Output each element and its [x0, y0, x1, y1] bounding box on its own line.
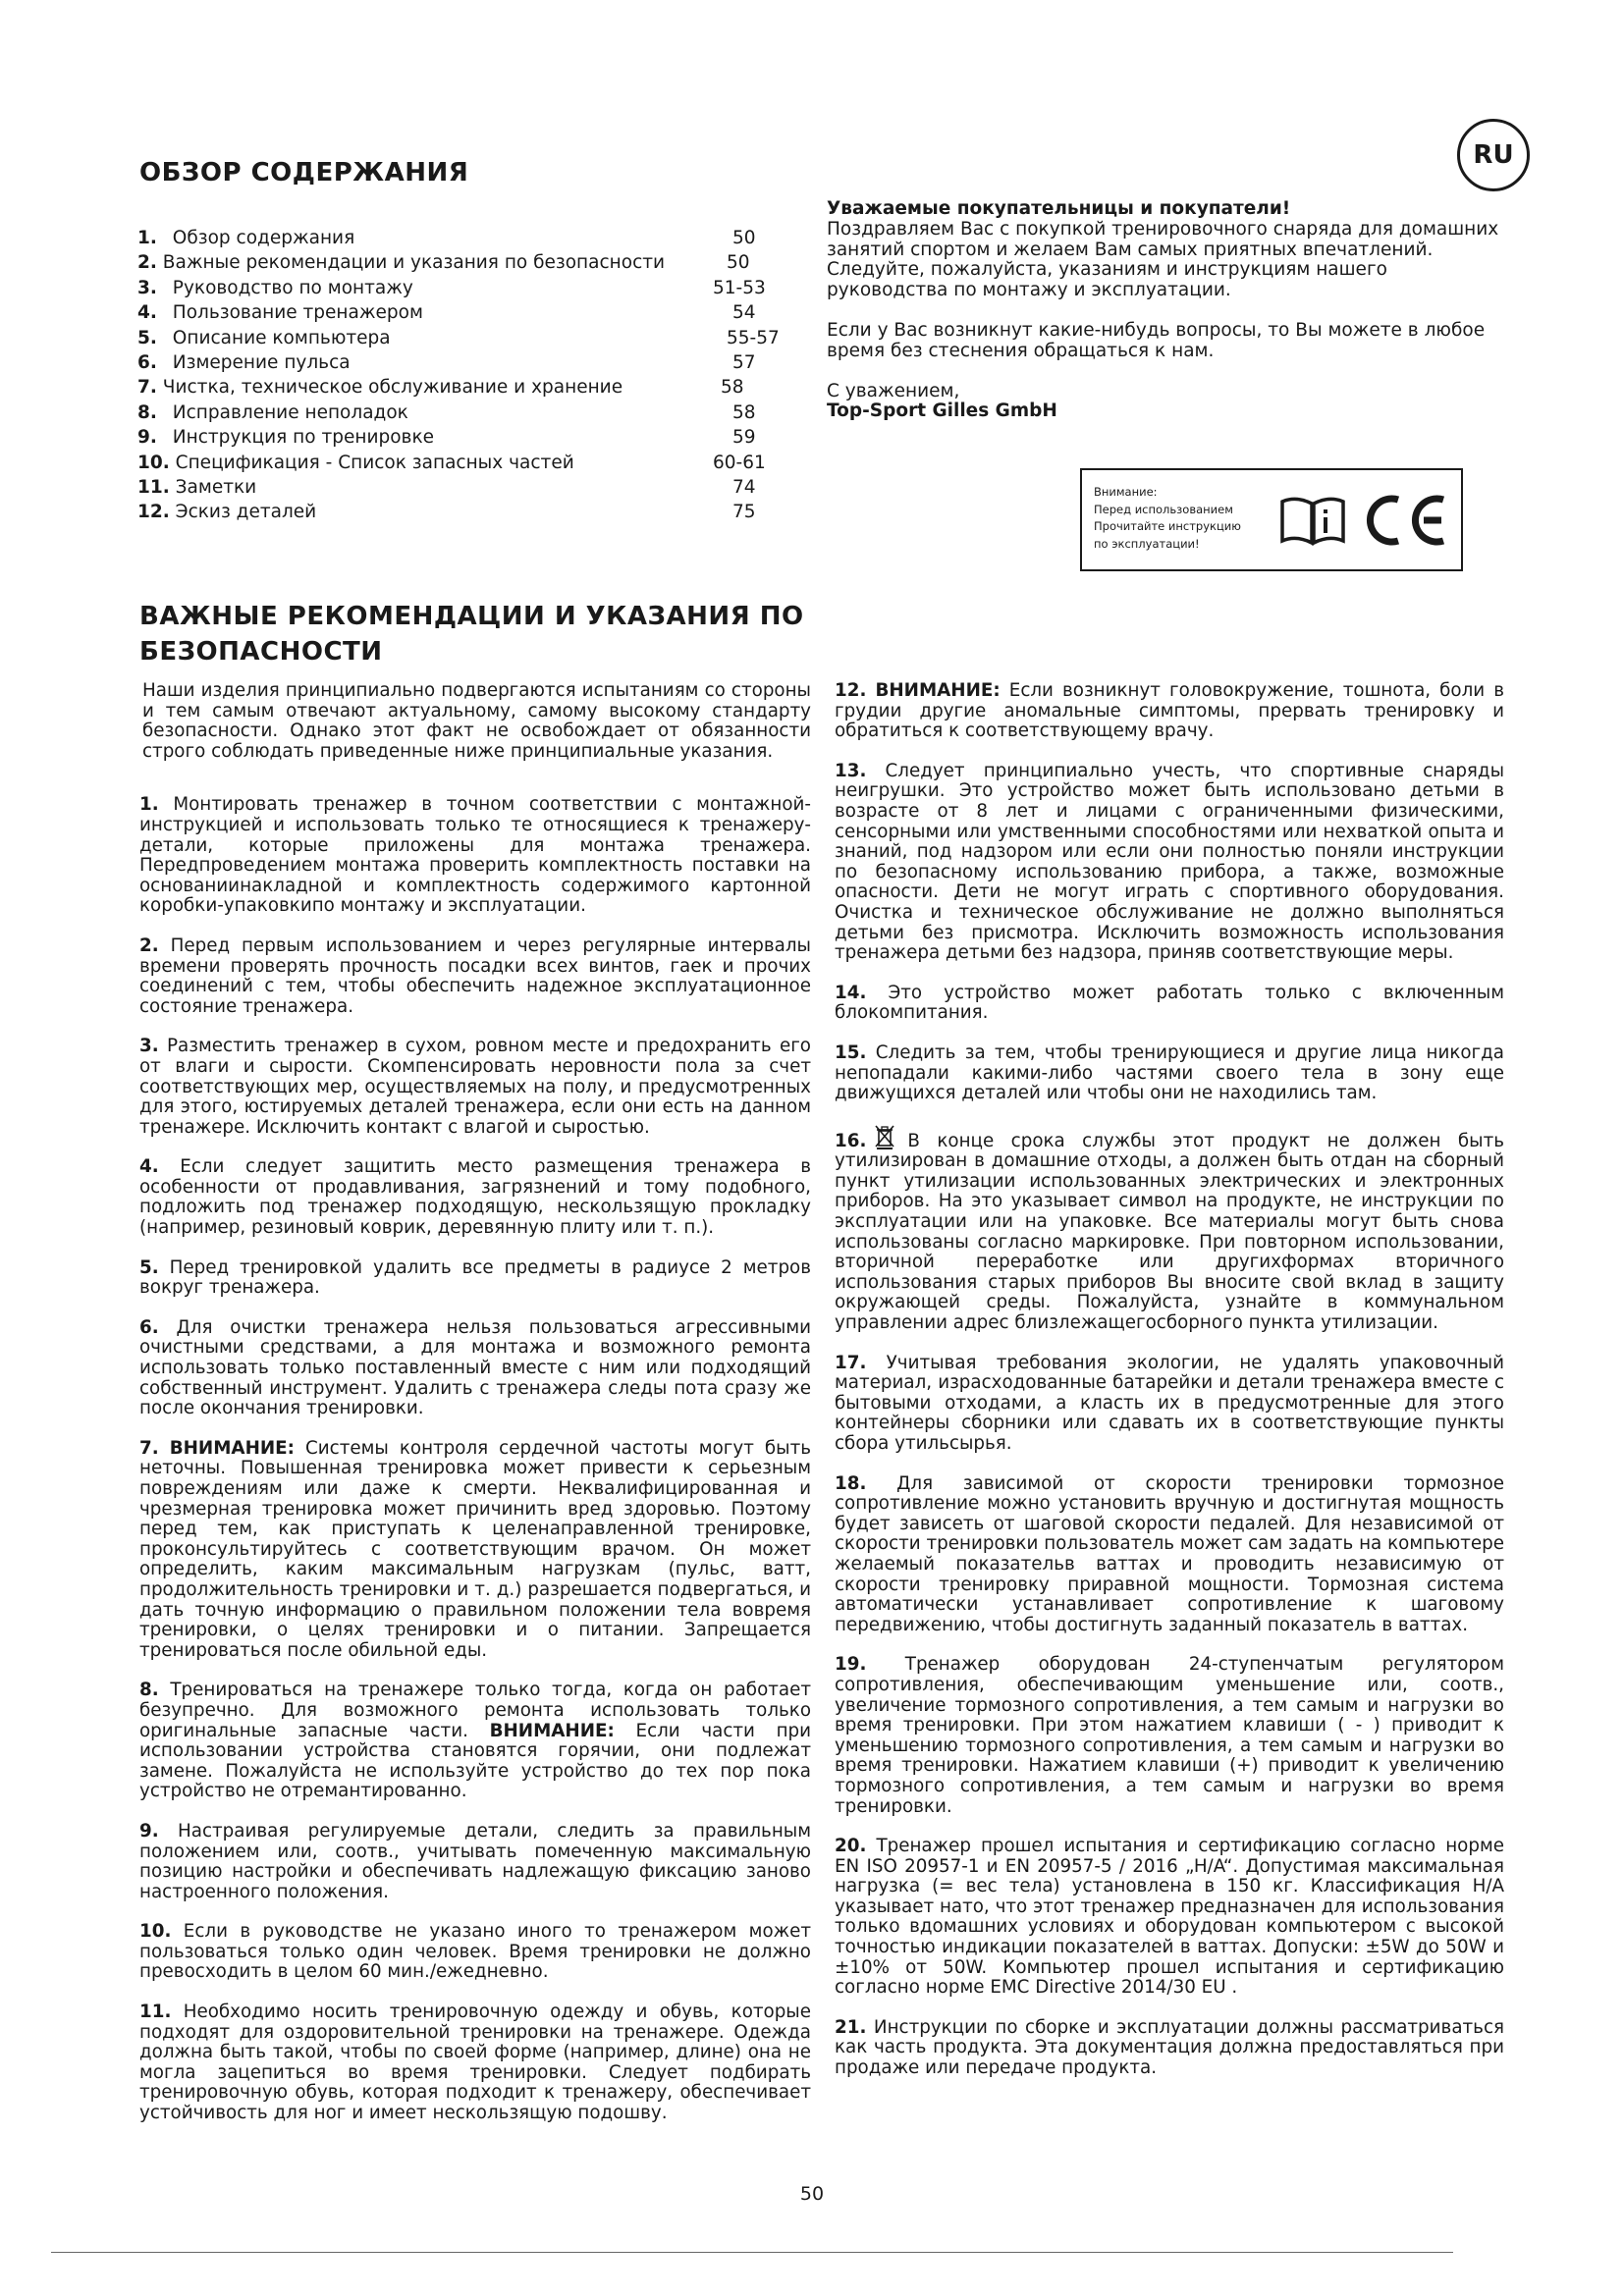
safety-item: 7. ВНИМАНИЕ: Системы контроля сердечной частоты могут быть неточны. Повышенная тренировка может привести к серьезным повреждениям или даже к смерти. Неквалифицированная и чрезмерная тренировка может причинить вред здоровью. Поэтому перед тем, как приступать к целенаправленной тренировке, проконсультируйтесь с соответствующим врачом. Он может определить, каким максимальным нагрузкам (пульс, ватт, продолжительность тренировки и т. д.) разрешается подвергаться, и дать точную информацию о правильном положении тела вовремя тренировки, о целях тренировки и о питании. Запрещается тренироваться после обильной еды.	[139, 1437, 812, 1661]
toc-item: 2. Важные рекомендации и указания по безопасности 50	[137, 252, 750, 274]
toc-item: 6. Измерение пульса 57	[137, 351, 756, 373]
safety-item: 17. Учитывая требования экологии, не удалять упаковочный материал, израсходованные батарейки и детали тренажера вместе с бытовыми отходами, а класть их в предусмотренные для этого контейнеры сборники или сдавать их в соответствующие пункты сбора утильсырья.	[835, 1352, 1504, 1454]
safety-left-column	[139, 681, 811, 2144]
toc-item: 3. Руководство по монтажу 51-53	[137, 277, 766, 298]
safety-item: 8. Тренироваться на тренажере только тогда, когда он работает безупречно. Для возможного ремонта использовать только оригинальные запасные части. ВНИМАНИЕ: Если части при использовании устройства становятся горячии, они подлежат замене. Пожалуйста не используйте устройство до тех пор пока устройство не отремантированно.	[139, 1680, 812, 1802]
ce-mark-icon	[1359, 490, 1449, 551]
greeting-paragraph: Поздравляем Вас с покупкой тренировочного снаряда для домашних занятий спортом и желаем Вам самых приятных впечатлений. Следуйте, пожалуйста, указаниям и инструкциям нашего руководства по монтажу и эксплуатации.	[827, 218, 1499, 301]
greeting-heading: Уважаемые покупательницы и покупатели!	[827, 198, 1291, 219]
safety-item: 12. ВНИМАНИЕ: Если возникнут головокружение, тошнота, боли в грудии другие аномальные симптомы, прервать тренировку и обратиться к соответствующему врачу.	[835, 680, 1504, 742]
toc-item: 9. Инструкция по тренировке 59	[137, 427, 756, 449]
greeting-block	[827, 199, 1504, 422]
footer-divider	[51, 2252, 1453, 2253]
safety-item: 21. Инструкции по сборке и эксплуатации должны рассматриваться как часть продукта. Эта документация должна предоставляться при продаже или передаче продукта.	[835, 2016, 1504, 2079]
safety-item: 4. Если следует защитить место размещения тренажера в особенности от продавливания, загрязнений и тому подобного, подложить под тренажер подходящую, нескользящую прокладку (например, резиновый коврик, деревянную плиту или т. п.).	[139, 1156, 812, 1239]
safety-item: 15. Следить за тем, чтобы тренирующиеся и другие лица никогда непопадали какими-либо частями своего тела в зону еще движущихся деталей или чтобы они не находились там.	[835, 1041, 1505, 1104]
toc-item: 4. Пользование тренажером 54	[137, 302, 756, 324]
safety-item: 10. Если в руководстве не указано иного то тренажером может пользоваться только один человек. Время тренировки не должно превосходить в целом 60 мин./ежедневно.	[139, 1921, 811, 1983]
toc-item: 7. Чистка, техническое обслуживание и хранение 58	[137, 377, 744, 399]
safety-item: 2. Перед первым использованием и через регулярные интервалы времени проверять прочность посадки всех винтов, гаек и прочих соединений с тем, чтобы обеспечить надежное эксплуатационное состояние тренажера.	[139, 934, 811, 1017]
safety-item: 19. Тренажер оборудован 24-ступенчатым регулятором сопротивления, обеспечивающим уменьшение или, соотв., увеличение тормозного сопротивления, а тем самым и нагрузки во время тренировки. При этом нажатием клавиши ( - ) приводит к уменьшению тормозного сопротивления, а тем самым и нагрузки во время тренировки. Нажатием клавиши (+) приводит к увеличению тормозного сопротивления, а тем самым и нагрузки во время тренировки.	[835, 1654, 1505, 1817]
safety-right-column	[835, 681, 1504, 2099]
safety-item: 16. В конце срока службы этот продукт не должен быть утилизирован в домашние отходы, а должен быть отдан на сборный пункт утилизации использованных электрических и электронных приборов. На это указывает символ на продукте, не инструкции по эксплуатации или на упаковке. Все материалы могут быть снова использованы согласно маркировке. При повторном использовании, вторичной переработке или другихформах вторичного использования старых приборов Вы вносите свой вклад в защиту окружающей среды. Пожалуйста, узнайте в коммунальном управлении адрес близлежащегосборного пункта утилизации.	[835, 1124, 1504, 1334]
crossed-out-bin-icon	[874, 1124, 895, 1149]
safety-intro: Наши изделия принципиально подвергаются испытаниям со стороны и тем самым отвечают актуальному, самому высокому стандарту безопасности. Однако этот факт не освобождает от обязанности строго соблюдать приведенные ниже принципиальные указания.	[142, 680, 811, 762]
toc-item: 1. Обзор содержания 50	[137, 228, 756, 248]
safety-item: 3. Разместить тренажер в сухом, ровном месте и предохранить его от влаги и сырости. Скомпенсировать неровности пола за счет соответствующих мер, осуществляемых на полу, и предусмотренных для этого, юстируемых деталей тренажера, если они есть на данном тренажере. Исключить контакт с влагой и сыростью.	[139, 1036, 811, 1138]
safety-item: 14. Это устройство может работать только с включенным блокомпитания.	[835, 982, 1504, 1024]
toc-title: ОБЗОР СОДЕРЖАНИЯ	[139, 158, 469, 187]
safety-item: 1. Монтировать тренажер в точном соответствии с монтажной-инструкцией и использовать только те относящиеся к тренажеру-детали, которые приложены для монтажа тренажера. Передпроведением монтажа проверить комплектность поставки на основаниинакладной и комплектность содержимого картонной коробки-упаковкипо монтажу и эксплуатации.	[139, 794, 812, 917]
safety-item: 13. Следует принципиально учесть, что спортивные снаряды неигрушки. Это устройство может быть использовано детьми в возрасте от 8 лет и лицами с ограниченными физическими, сенсорными или умственными способностями или нехваткой опыта и знаний, под надзором или если они полностью поняли инструкции по безопасному использованию прибора, а также, возможные опасности. Дети не могут играть с спортивного оборудования. Очистка и техническое обслуживание не должно выполняться детьми без присмотра. Исключить возможность использования тренажера детьми без надзора, приняв соответствующие меры.	[835, 760, 1504, 964]
greeting-paragraph: Если у Вас возникнут какие-нибудь вопросы, то Вы можете в любое время без стеснения обращаться к нам.	[827, 319, 1486, 361]
page-number: 50	[799, 2183, 825, 2205]
manual-book-icon	[1278, 492, 1347, 547]
safety-item: 11. Необходимо носить тренировочную одежду и обувь, которые подходят для оздоровительной тренировки на тренажере. Одежда должна быть такой, чтобы по своей форме (например, длине) она не могла зацепиться во время тренировки. Следует подбирать тренировочную обувь, которая подходит к тренажеру, обеспечивает устойчивость для ног и имеет нескользящую подошву.	[139, 2002, 811, 2124]
toc-item: 12. Эскиз деталей 75	[137, 502, 756, 523]
language-badge: RU	[1457, 119, 1530, 191]
safety-title: ВАЖНЫЕ РЕКОМЕНДАЦИИ И УКАЗАНИЯ ПО БЕЗОПАСНОСТИ	[139, 602, 804, 667]
notice-text: Внимание: Перед использованием Прочитайте инструкцию по эксплуатации!	[1094, 485, 1241, 551]
safety-item: 18. Для зависимой от скорости тренировки тормозное сопротивление можно установить вручную и достигнутая мощность будет зависеть от шаговой скорости педалей. Для независимой от скорости тренировки пользователь может сам задать на компьютере желаемый показательв ваттах и проводить независимую от скорости тренировку приравной мощности. Тормозная система автоматически устанавливает сопротивление к шаговому передвижению, чтобы достигнуть заданный показатель в ваттах.	[835, 1472, 1504, 1635]
toc-item: 10. Спецификация - Список запасных частей 60-61	[137, 452, 766, 473]
toc-item: 11. Заметки 74	[137, 476, 756, 498]
safety-item: 6. Для очистки тренажера нельзя пользоваться агрессивными очистными средствами, а для монтажа и возможного ремонта использовать только поставленный вместе с ним или подходящий собственный инструмент. Удалить с тренажера следы пота сразу же после окончания тренировки.	[139, 1316, 812, 1419]
greeting-regards: С уважением,	[827, 380, 960, 401]
safety-item: 20. Тренажер прошел испытания и сертификацию согласно норме EN ISO 20957-1 и EN 20957-5 / 2016 „H/A“. Допустимая максимальная нагрузка (= вес тела) установлена в 150 кг. Классификация H/A указывает нато, что этот тренажер предназначен для использования только вдомашних условиях и оборудован компьютером с высокой точностью индикации показателей в ваттах. Допуски: ±5W до 50W и ±10% от 50W. Компьютер прошел испытания и сертификацию согласно норме EMC Directive 2014/30 EU .	[835, 1836, 1505, 1999]
toc-item: 8. Исправление неполадок 58	[137, 401, 756, 423]
toc-item: 5. Описание компьютера 55-57	[137, 327, 780, 348]
company-name: Top-Sport Gilles GmbH	[827, 400, 1057, 422]
safety-item: 9. Настраивая регулируемые детали, следить за правильным положением или, соотв., учитывать помеченную максимальную позицию настройки и обеспечивать надлежащую фиксацию заново настроенного положения.	[139, 1820, 812, 1902]
safety-item: 5. Перед тренировкой удалить все предметы в радиусе 2 метров вокруг тренажера.	[139, 1256, 812, 1299]
table-of-contents	[137, 226, 815, 525]
read-instructions-notice	[1080, 468, 1463, 571]
